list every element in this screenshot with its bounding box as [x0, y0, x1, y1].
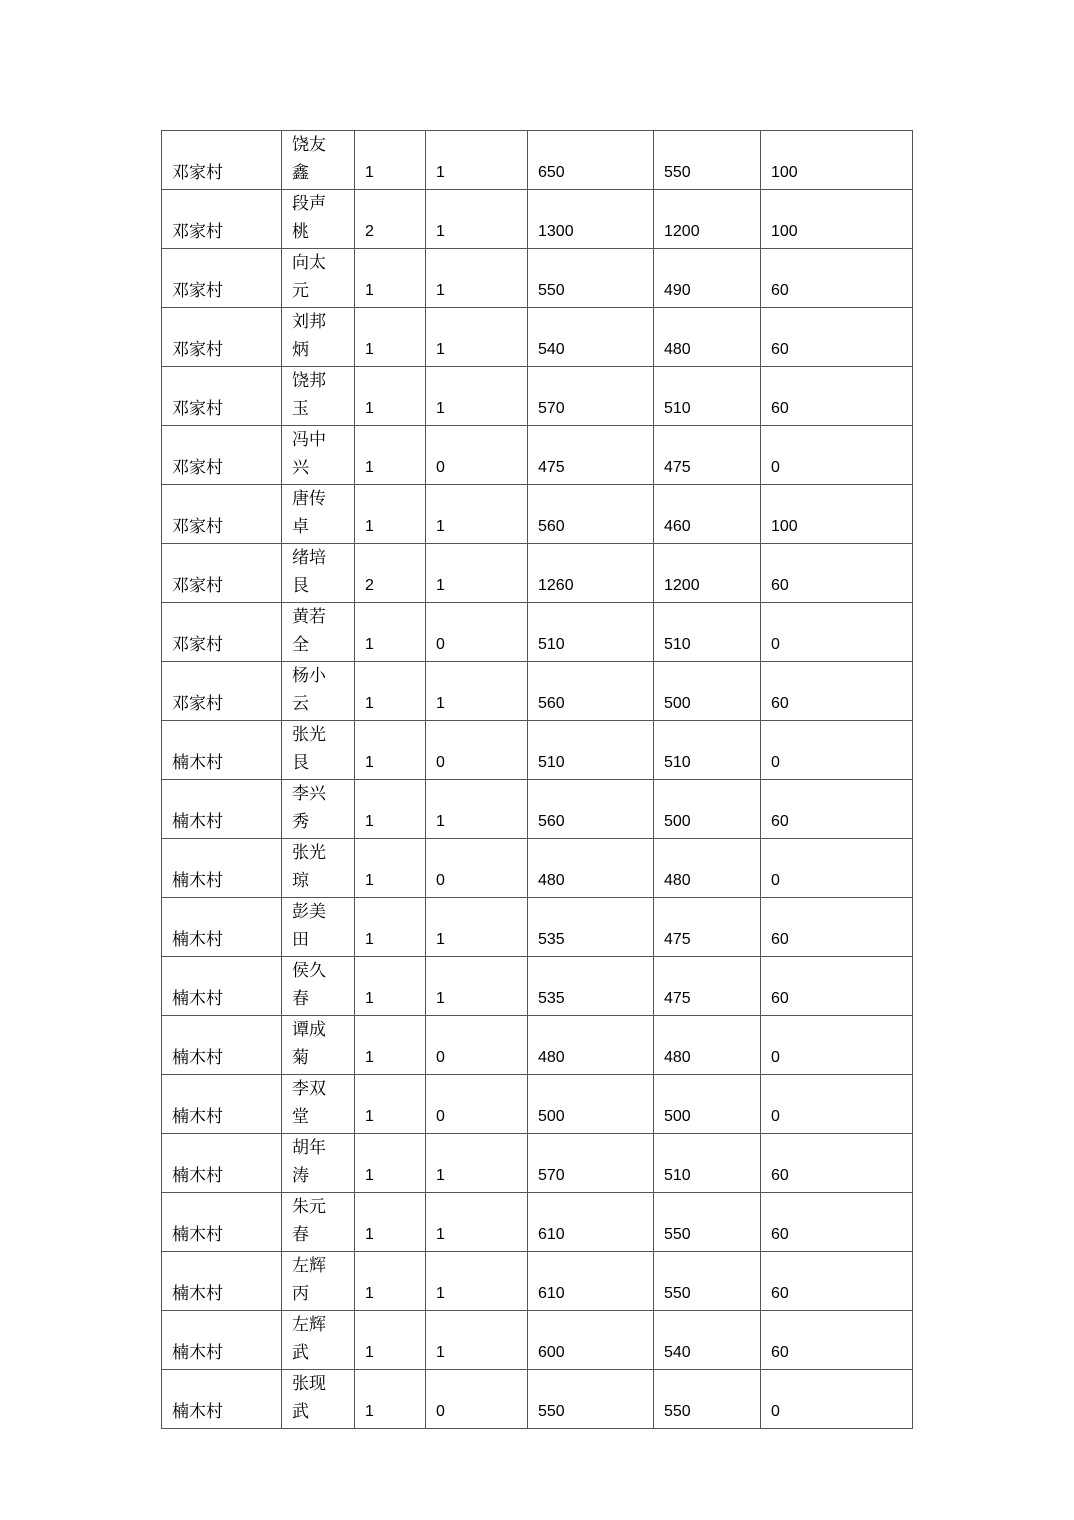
flag-cell: 1 [426, 780, 528, 839]
count-cell: 1 [355, 1370, 426, 1429]
name-cell [282, 249, 355, 308]
amount-cell: 500 [654, 662, 761, 721]
total-cell: 570 [528, 1134, 654, 1193]
table-row [162, 780, 913, 839]
village-cell: 楠木村 [162, 839, 282, 898]
difference-cell: 0 [761, 426, 913, 485]
amount-cell: 510 [654, 721, 761, 780]
flag-cell: 1 [426, 1311, 528, 1370]
person-name: 朱元春 [292, 1197, 326, 1245]
count-cell: 1 [355, 1075, 426, 1134]
difference-cell: 60 [761, 1193, 913, 1252]
difference-cell: 0 [761, 839, 913, 898]
flag-cell: 1 [426, 1193, 528, 1252]
difference-cell: 0 [761, 603, 913, 662]
difference-cell: 60 [761, 662, 913, 721]
amount-cell: 510 [654, 367, 761, 426]
name-cell [282, 1311, 355, 1370]
difference-cell: 60 [761, 544, 913, 603]
total-cell: 650 [528, 131, 654, 190]
total-cell: 610 [528, 1193, 654, 1252]
flag-cell: 0 [426, 1075, 528, 1134]
name-cell [282, 426, 355, 485]
count-cell: 1 [355, 1016, 426, 1075]
table-row [162, 839, 913, 898]
name-cell [282, 780, 355, 839]
total-cell: 550 [528, 249, 654, 308]
amount-cell: 550 [654, 1193, 761, 1252]
table-row [162, 485, 913, 544]
name-cell [282, 131, 355, 190]
table-row [162, 1311, 913, 1370]
difference-cell: 100 [761, 485, 913, 544]
count-cell: 1 [355, 1193, 426, 1252]
person-name: 李兴秀 [292, 784, 326, 832]
table-row [162, 426, 913, 485]
person-name: 张现武 [292, 1374, 326, 1422]
person-name: 饶邦玉 [292, 371, 326, 419]
total-cell: 475 [528, 426, 654, 485]
person-name: 绪培艮 [292, 548, 326, 596]
flag-cell: 1 [426, 898, 528, 957]
count-cell: 1 [355, 308, 426, 367]
difference-cell: 100 [761, 190, 913, 249]
flag-cell: 1 [426, 662, 528, 721]
name-cell [282, 1016, 355, 1075]
flag-cell: 1 [426, 190, 528, 249]
count-cell: 1 [355, 957, 426, 1016]
amount-cell: 480 [654, 308, 761, 367]
table-row [162, 1075, 913, 1134]
name-cell [282, 544, 355, 603]
name-cell [282, 1134, 355, 1193]
amount-cell: 460 [654, 485, 761, 544]
village-cell: 邓家村 [162, 544, 282, 603]
person-name: 段声桃 [292, 194, 326, 242]
name-cell [282, 308, 355, 367]
village-cell: 邓家村 [162, 662, 282, 721]
total-cell: 510 [528, 721, 654, 780]
amount-cell: 550 [654, 131, 761, 190]
flag-cell: 0 [426, 1370, 528, 1429]
difference-cell: 60 [761, 1311, 913, 1370]
difference-cell: 60 [761, 957, 913, 1016]
amount-cell: 480 [654, 1016, 761, 1075]
total-cell: 560 [528, 485, 654, 544]
total-cell: 1260 [528, 544, 654, 603]
difference-cell: 60 [761, 308, 913, 367]
person-name: 左辉武 [292, 1315, 326, 1363]
table-row [162, 544, 913, 603]
flag-cell: 1 [426, 308, 528, 367]
difference-cell: 0 [761, 1370, 913, 1429]
table-row [162, 898, 913, 957]
count-cell: 1 [355, 131, 426, 190]
table-row [162, 131, 913, 190]
household-table [161, 130, 913, 1429]
person-name: 胡年涛 [292, 1138, 326, 1186]
flag-cell: 1 [426, 1134, 528, 1193]
table-row [162, 662, 913, 721]
amount-cell: 550 [654, 1252, 761, 1311]
amount-cell: 500 [654, 780, 761, 839]
village-cell: 楠木村 [162, 898, 282, 957]
village-cell: 楠木村 [162, 1370, 282, 1429]
name-cell [282, 898, 355, 957]
person-name: 李双堂 [292, 1079, 326, 1127]
flag-cell: 0 [426, 603, 528, 662]
name-cell [282, 957, 355, 1016]
amount-cell: 510 [654, 603, 761, 662]
total-cell: 1300 [528, 190, 654, 249]
name-cell [282, 721, 355, 780]
total-cell: 480 [528, 839, 654, 898]
count-cell: 1 [355, 839, 426, 898]
table-row [162, 308, 913, 367]
table-row [162, 721, 913, 780]
person-name: 张光琼 [292, 843, 326, 891]
table-row [162, 190, 913, 249]
flag-cell: 1 [426, 957, 528, 1016]
total-cell: 600 [528, 1311, 654, 1370]
village-cell: 楠木村 [162, 1311, 282, 1370]
table-row [162, 1193, 913, 1252]
name-cell [282, 603, 355, 662]
table-row [162, 957, 913, 1016]
village-cell: 楠木村 [162, 1134, 282, 1193]
total-cell: 610 [528, 1252, 654, 1311]
difference-cell: 60 [761, 898, 913, 957]
amount-cell: 500 [654, 1075, 761, 1134]
village-cell: 楠木村 [162, 721, 282, 780]
total-cell: 500 [528, 1075, 654, 1134]
difference-cell: 60 [761, 780, 913, 839]
flag-cell: 0 [426, 1016, 528, 1075]
name-cell [282, 190, 355, 249]
flag-cell: 1 [426, 485, 528, 544]
count-cell: 1 [355, 662, 426, 721]
name-cell [282, 1252, 355, 1311]
difference-cell: 0 [761, 721, 913, 780]
amount-cell: 475 [654, 898, 761, 957]
name-cell [282, 1370, 355, 1429]
difference-cell: 100 [761, 131, 913, 190]
village-cell: 楠木村 [162, 1016, 282, 1075]
count-cell: 1 [355, 898, 426, 957]
person-name: 唐传卓 [292, 489, 326, 537]
name-cell [282, 839, 355, 898]
village-cell: 邓家村 [162, 131, 282, 190]
total-cell: 535 [528, 957, 654, 1016]
amount-cell: 475 [654, 957, 761, 1016]
table-row [162, 367, 913, 426]
count-cell: 1 [355, 1311, 426, 1370]
amount-cell: 1200 [654, 544, 761, 603]
count-cell: 1 [355, 780, 426, 839]
count-cell: 2 [355, 544, 426, 603]
amount-cell: 490 [654, 249, 761, 308]
difference-cell: 60 [761, 367, 913, 426]
flag-cell: 1 [426, 131, 528, 190]
person-name: 左辉丙 [292, 1256, 326, 1304]
person-name: 谭成菊 [292, 1020, 326, 1068]
name-cell [282, 662, 355, 721]
count-cell: 1 [355, 426, 426, 485]
village-cell: 楠木村 [162, 1252, 282, 1311]
village-cell: 楠木村 [162, 1193, 282, 1252]
table-row [162, 1016, 913, 1075]
village-cell: 邓家村 [162, 190, 282, 249]
total-cell: 540 [528, 308, 654, 367]
total-cell: 510 [528, 603, 654, 662]
person-name: 彭美田 [292, 902, 326, 950]
total-cell: 560 [528, 662, 654, 721]
flag-cell: 0 [426, 721, 528, 780]
flag-cell: 0 [426, 426, 528, 485]
count-cell: 2 [355, 190, 426, 249]
flag-cell: 1 [426, 1252, 528, 1311]
person-name: 饶友鑫 [292, 135, 326, 183]
person-name: 黄若全 [292, 607, 326, 655]
difference-cell: 60 [761, 249, 913, 308]
flag-cell: 1 [426, 544, 528, 603]
name-cell [282, 485, 355, 544]
person-name: 向太元 [292, 253, 326, 301]
amount-cell: 1200 [654, 190, 761, 249]
village-cell: 邓家村 [162, 249, 282, 308]
table-row [162, 1134, 913, 1193]
count-cell: 1 [355, 485, 426, 544]
total-cell: 550 [528, 1370, 654, 1429]
amount-cell: 510 [654, 1134, 761, 1193]
difference-cell: 0 [761, 1016, 913, 1075]
flag-cell: 1 [426, 249, 528, 308]
name-cell [282, 367, 355, 426]
total-cell: 570 [528, 367, 654, 426]
total-cell: 560 [528, 780, 654, 839]
flag-cell: 0 [426, 839, 528, 898]
village-cell: 楠木村 [162, 957, 282, 1016]
village-cell: 邓家村 [162, 308, 282, 367]
table-row [162, 1370, 913, 1429]
person-name: 侯久春 [292, 961, 326, 1009]
count-cell: 1 [355, 1252, 426, 1311]
village-cell: 邓家村 [162, 603, 282, 662]
total-cell: 480 [528, 1016, 654, 1075]
count-cell: 1 [355, 721, 426, 780]
table-row [162, 249, 913, 308]
flag-cell: 1 [426, 367, 528, 426]
count-cell: 1 [355, 249, 426, 308]
difference-cell: 60 [761, 1134, 913, 1193]
name-cell [282, 1193, 355, 1252]
amount-cell: 475 [654, 426, 761, 485]
difference-cell: 0 [761, 1075, 913, 1134]
person-name: 冯中兴 [292, 430, 326, 478]
count-cell: 1 [355, 1134, 426, 1193]
village-cell: 邓家村 [162, 485, 282, 544]
table-body [162, 131, 913, 1429]
total-cell: 535 [528, 898, 654, 957]
person-name: 杨小云 [292, 666, 326, 714]
count-cell: 1 [355, 367, 426, 426]
table-row [162, 1252, 913, 1311]
count-cell: 1 [355, 603, 426, 662]
village-cell: 楠木村 [162, 1075, 282, 1134]
person-name: 张光艮 [292, 725, 326, 773]
amount-cell: 480 [654, 839, 761, 898]
amount-cell: 550 [654, 1370, 761, 1429]
amount-cell: 540 [654, 1311, 761, 1370]
name-cell [282, 1075, 355, 1134]
table-row [162, 603, 913, 662]
village-cell: 邓家村 [162, 426, 282, 485]
person-name: 刘邦炳 [292, 312, 326, 360]
village-cell: 邓家村 [162, 367, 282, 426]
difference-cell: 60 [761, 1252, 913, 1311]
village-cell: 楠木村 [162, 780, 282, 839]
